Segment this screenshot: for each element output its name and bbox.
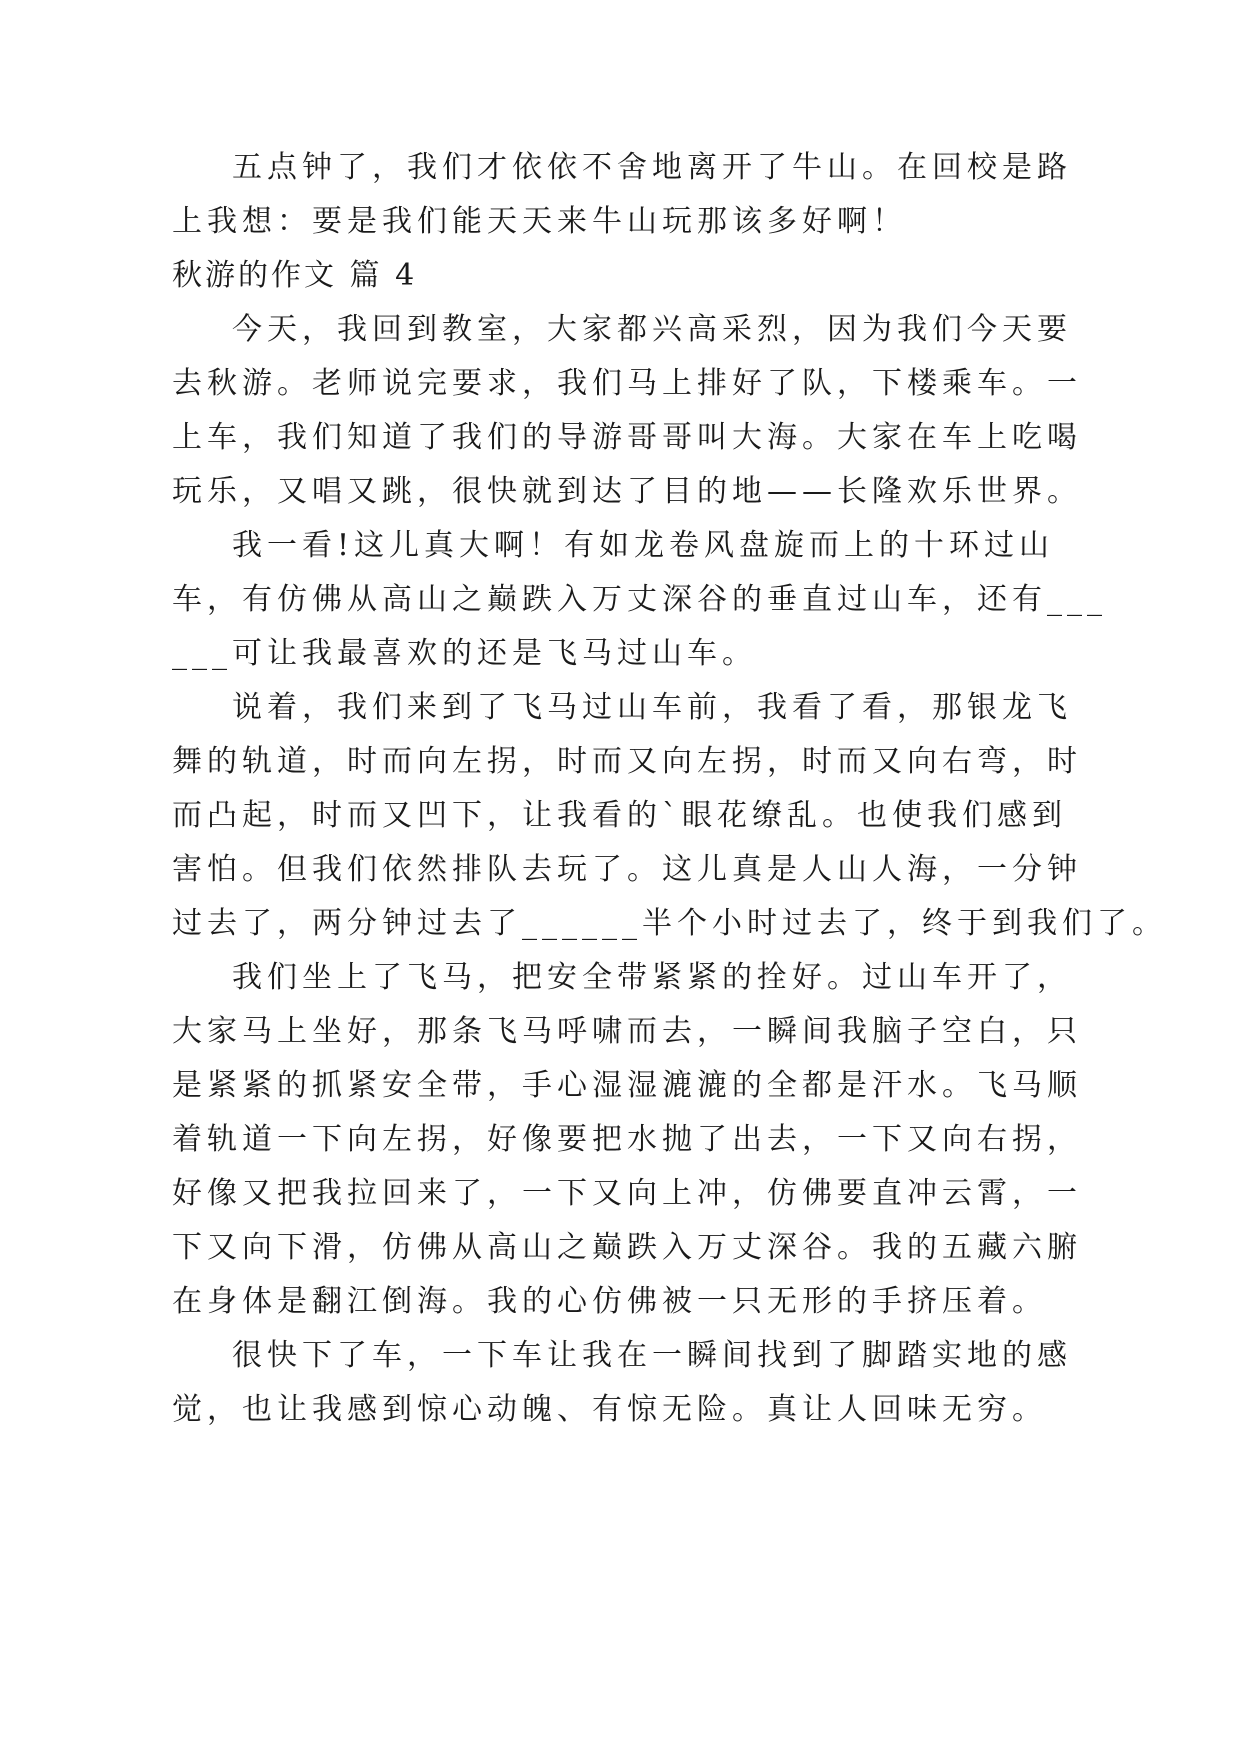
text-line: 害怕。但我们依然排队去玩了。这儿真是人山人海，一分钟 xyxy=(172,852,1082,887)
text-line: 去秋游。老师说完要求，我们马上排好了队，下楼乘车。一 xyxy=(172,366,1082,401)
text-line: 是紧紧的抓紧安全带，手心湿湿漉漉的全都是汗水。飞马顺 xyxy=(172,1068,1082,1103)
text-line: 舞的轨道，时而向左拐，时而又向左拐，时而又向右弯，时 xyxy=(172,744,1082,779)
text-line: 上车，我们知道了我们的导游哥哥叫大海。大家在车上吃喝 xyxy=(172,420,1082,455)
text-line: 上我想：要是我们能天天来牛山玩那该多好啊！ xyxy=(172,204,907,239)
text-line: 我们坐上了飞马，把安全带紧紧的拴好。过山车开了， xyxy=(232,960,1072,995)
text-line: 说着，我们来到了飞马过山车前，我看了看，那银龙飞 xyxy=(232,690,1072,725)
text-line: 今天，我回到教室，大家都兴高采烈，因为我们今天要 xyxy=(232,312,1072,347)
text-line: 玩乐，又唱又跳，很快就到达了目的地——长隆欢乐世界。 xyxy=(172,474,1082,509)
text-line: 好像又把我拉回来了，一下又向上冲，仿佛要直冲云霄，一 xyxy=(172,1176,1082,1211)
text-line: 五点钟了，我们才依依不舍地离开了牛山。在回校是路 xyxy=(232,150,1072,185)
text-line: 很快下了车，一下车让我在一瞬间找到了脚踏实地的感 xyxy=(232,1338,1072,1373)
text-line: 过去了，两分钟过去了______半个小时过去了，终于到我们了。 xyxy=(172,906,1167,941)
section-heading: 秋游的作文 篇 4 xyxy=(172,258,418,293)
text-line: ___可让我最喜欢的还是飞马过山车。 xyxy=(172,636,757,671)
text-line: 下又向下滑，仿佛从高山之巅跌入万丈深谷。我的五藏六腑 xyxy=(172,1230,1082,1265)
text-line: 着轨道一下向左拐，好像要把水抛了出去，一下又向右拐， xyxy=(172,1122,1082,1157)
text-line: 而凸起，时而又凹下，让我看的`眼花缭乱。也使我们感到 xyxy=(172,798,1067,833)
text-line: 车，有仿佛从高山之巅跌入万丈深谷的垂直过山车，还有___ xyxy=(172,582,1107,617)
text-line: 我一看!这儿真大啊！有如龙卷风盘旋而上的十环过山 xyxy=(232,528,1055,563)
text-line: 觉，也让我感到惊心动魄、有惊无险。真让人回味无穷。 xyxy=(172,1392,1047,1427)
text-line: 大家马上坐好，那条飞马呼啸而去，一瞬间我脑子空白，只 xyxy=(172,1014,1082,1049)
text-line: 在身体是翻江倒海。我的心仿佛被一只无形的手挤压着。 xyxy=(172,1284,1047,1319)
